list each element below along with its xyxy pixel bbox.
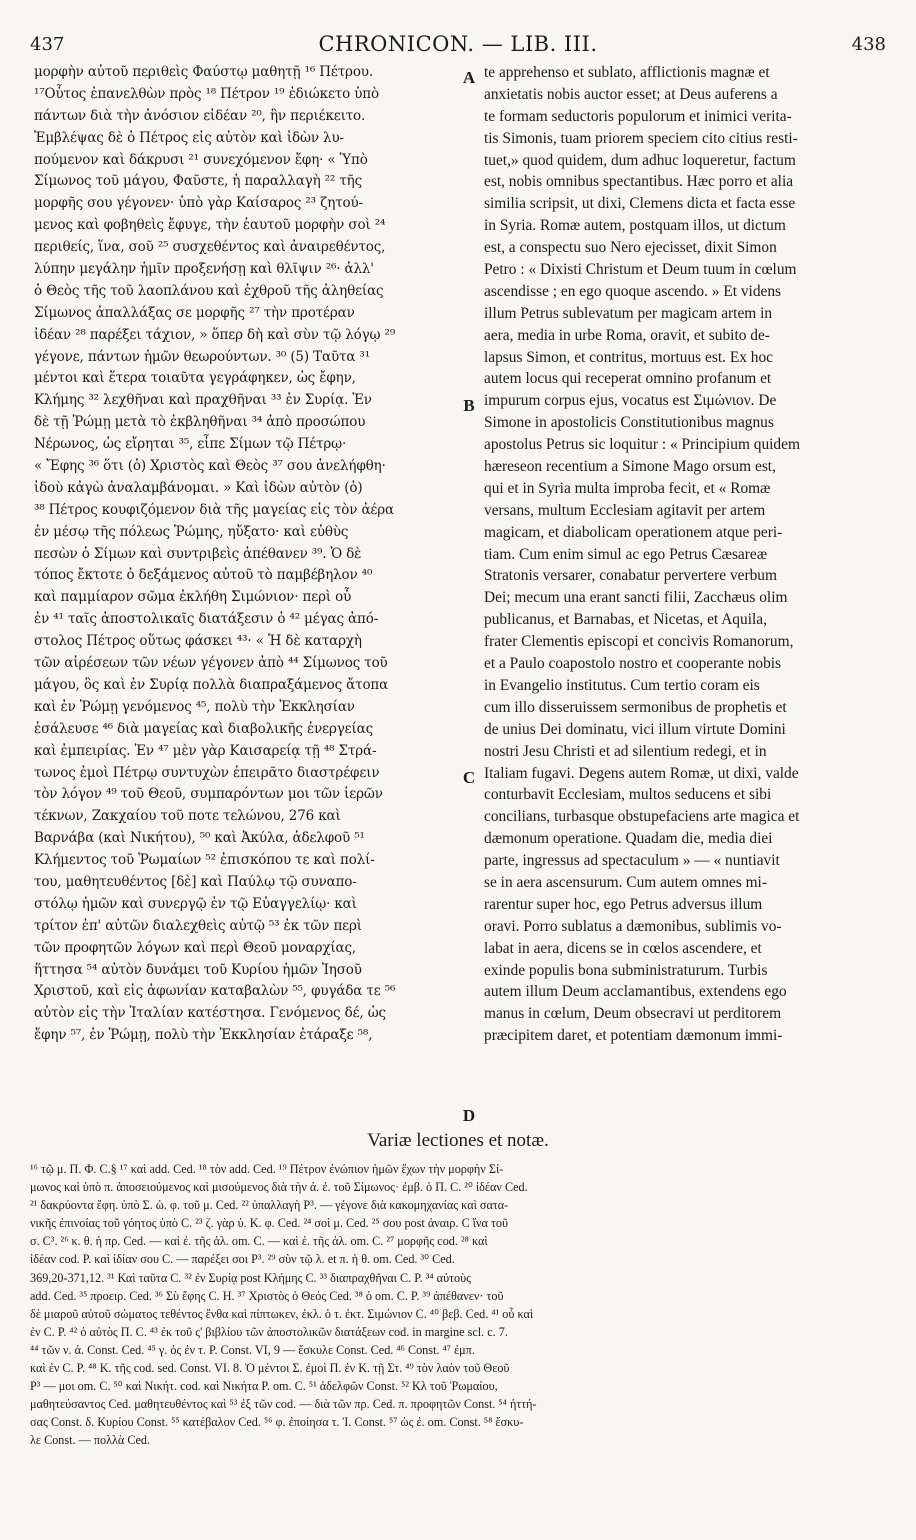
greek-text-line: « Ἔφης ³⁶ ὅτι (ὁ) Χριστὸς καὶ Θεὸς ³⁷ σου ἀνελήφθη· bbox=[34, 458, 386, 475]
greek-text-line: Χριστοῦ, καὶ εἰς ἀφωνίαν καταβαλὼν ⁵⁵, φυγάδα τε ⁵⁶ bbox=[34, 983, 396, 1000]
latin-text-line: anxietatis nobis auctor esset; at Deus auferens a bbox=[484, 85, 778, 103]
latin-text-line: frater Clementis episcopi et concivis Romanorum, bbox=[484, 633, 794, 651]
variant-readings-notes bbox=[30, 1160, 888, 1500]
greek-text-line: ἔφην ⁵⁷, ἐν Ῥώμῃ, πολὺ τὴν Ἐκκλησίαν ἐτάραξε ⁵⁸, bbox=[34, 1027, 373, 1044]
note-line: σας Const. δ. Κυρίου Const. ⁵⁵ κατέβαλον Ced. ⁵⁶ φ. ἐποίησα τ. Ἰ. Const. ⁵⁷ ὡς ἐ. om. Const. ⁵⁸ ἔσκυ- bbox=[30, 1415, 524, 1430]
latin-text-line: qui et in Syria multa improba fecit, et « Romæ bbox=[484, 479, 771, 497]
greek-text-line: ἰδέαν ²⁸ παρέξει τάχιον, » ὅπερ δὴ καὶ σὺν τῷ λόγῳ ²⁹ bbox=[34, 326, 396, 343]
greek-text-line: ἐν μέσῳ τῆς πόλεως Ῥώμης, ηὔξατο· καὶ εὐθὺς bbox=[34, 523, 349, 540]
page-header bbox=[30, 32, 886, 58]
note-line: ²¹ δακρύοντα ἔφη. ὑπὸ Σ. ὡ. φ. τοῦ μ. Ced. ²² ὑπαλλαγὴ P³. — γέγονε διὰ κακομηχανίας καὶ σατα- bbox=[30, 1198, 509, 1213]
greek-text-line: αὐτὸν εἰς τὴν Ἰταλίαν κατέστησα. Γενόμενος δέ, ὡς bbox=[34, 1005, 386, 1022]
greek-text-line: τωνος ἐμοὶ Πέτρῳ συντυχὼν ἐπειρᾶτο διαστρέφειν bbox=[34, 764, 380, 781]
latin-text-line: te apprehenso et sublato, afflictionis magnæ et bbox=[484, 64, 770, 81]
latin-column bbox=[484, 62, 884, 1132]
note-line: σ. C³. ²⁶ κ. θ. ἡ πρ. Ced. — καὶ ἐ. τῆς ἀλ. om. C. — καὶ ἐ. τῆς ἀλ. om. C. ²⁷ μορφῆς cod. ²⁸ καὶ bbox=[30, 1234, 488, 1249]
latin-text-line: dæmonum operatione. Quadam die, media diei bbox=[484, 830, 773, 848]
notes-heading: Variæ lectiones et notæ. bbox=[367, 1130, 549, 1151]
note-line: καὶ ἐν C. P. ⁴⁸ K. τῆς cod. sed. Const. VI. 8. Ὁ μέντοι Σ. ἐμοὶ Π. ἐν K. τῇ Στ. ⁴⁹ τὸν λαὸν τοῦ Θεοῦ bbox=[30, 1361, 510, 1376]
greek-text-line: τέκνων, Ζακχαίου τοῦ ποτε τελώνου, 276 καὶ bbox=[34, 808, 341, 825]
note-line: add. Ced. ³⁵ προειρ. Ced. ³⁶ Σὺ ἔφης C. H. ³⁷ Χριστὸς ὁ Θεός Ced. ³⁸ ὁ om. C. P. ³⁹ ἀπέθανεν· τοῦ bbox=[30, 1288, 504, 1303]
latin-text-line: rarentur super hoc, ego Petrus adversus illum bbox=[484, 895, 763, 913]
note-line: ¹⁶ τῷ μ. Π. Φ. C.§ ¹⁷ καὶ add. Ced. ¹⁸ τὸν add. Ced. ¹⁹ Πέτρον ἐνώπιον ἡμῶν ἔχων τὴν μορφὴν Σί- bbox=[30, 1162, 504, 1176]
greek-text-line: πούμενον καὶ δάκρυσι ²¹ συνεχόμενον ἔφη· « Ὑπὸ bbox=[34, 151, 368, 168]
greek-text-line: στολος Πέτρος οὕτως φάσκει ⁴³· « Ἡ δὲ καταρχὴ bbox=[34, 633, 362, 650]
greek-text-line: ¹⁷Οὗτος ἐπανελθὼν πρὸς ¹⁸ Πέτρον ¹⁹ ἐδιώκετο ὑπὸ bbox=[34, 85, 379, 102]
greek-text-line: ἥττησα ⁵⁴ αὐτὸν δυνάμει τοῦ Κυρίου ἡμῶν Ἰησοῦ bbox=[34, 961, 362, 978]
note-line: 369,20-371,12. ³¹ Καὶ ταῦτα C. ³² ἐν Συρίᾳ post Κλήμης C. ³³ διαπραχθῆναι C. P. ³⁴ αὐτοὺς bbox=[30, 1270, 471, 1285]
latin-text-line: concilians, turbasque obstupefaciens arte magica et bbox=[484, 808, 800, 826]
latin-text-line: apostolus Petrus sic loquitur : « Principium quidem bbox=[484, 436, 800, 454]
latin-text-line: exinde populis bona subministraturum. Turbis bbox=[484, 961, 768, 979]
greek-text-line: τρίτον ἐπ' αὐτῶν διαλεχθεὶς αὐτῷ ⁵³ ἐκ τῶν περὶ bbox=[34, 917, 362, 934]
latin-text-line: se in aera ascensurum. Cum autem omnes mi- bbox=[484, 873, 767, 891]
note-line: λε Const. — πολλὰ Ced. bbox=[30, 1433, 151, 1448]
greek-text-line: ἐσάλευσε ⁴⁶ διὰ μαγείας καὶ διαβολικῆς ἐνεργείας bbox=[34, 720, 374, 737]
greek-text-line: μορφὴν αὐτοῦ περιθεὶς Φαύστῳ μαθητῇ ¹⁶ Πέτρου. bbox=[34, 64, 373, 80]
greek-column bbox=[34, 62, 454, 1132]
column-marker-b: B bbox=[463, 396, 475, 415]
latin-text-line: conturbavit Ecclesiam, multos seducens et sibi bbox=[484, 786, 772, 804]
greek-text-line: τῶν αἱρέσεων τῶν νέων γέγονεν ἀπὸ ⁴⁴ Σίμωνος τοῦ bbox=[34, 655, 388, 672]
latin-text-line: versans, multum Ecclesiam agitavit per artem bbox=[484, 501, 766, 519]
latin-text-line: autem locus qui receperat omnino profanum et bbox=[484, 370, 772, 388]
greek-text-line: Βαρνάβα (καὶ Νικήτου), ⁵⁰ καὶ Ἀκύλα, ἀδελφοῦ ⁵¹ bbox=[34, 830, 365, 847]
note-line: μωνος καὶ ὑπὸ π. ἀποσειούμενος καὶ μισούμενος διὰ τὴν ἀ. ἐ. τοῦ Σίμωνος· ἐμβ. ὁ Π. C. ²⁰ ἰδέαν Ced. bbox=[30, 1180, 528, 1195]
greek-text-line: Σίμωνος τοῦ μάγου, Φαῦστε, ἡ παραλλαγὴ ²² τῆς bbox=[34, 173, 363, 190]
greek-text-line: λύπην μεγάλην ἡμῖν προξενήσῃ καὶ θλῖψιν ²⁶· ἀλλ' bbox=[34, 261, 374, 278]
latin-text-line: labat in aera, dicens se in cœlos ascendere, et bbox=[484, 939, 762, 957]
greek-text-line: γέγονε, πάντων ἡμῶν θεωρούντων. ³⁰ (5) Ταῦτα ³¹ bbox=[34, 348, 370, 365]
note-line: ⁴⁴ τῶν ν. ἀ. Const. Ced. ⁴⁵ γ. ὁς ἐν τ. P. Const. VI, 9 — ἔσκυλε Const. Ced. ⁴⁶ Const. ⁴⁷ ἐμπ. bbox=[30, 1342, 475, 1357]
note-line: μαθητεύσαντος Ced. μαθητευθέντος καὶ ⁵³ ἐξ τῶν cod. — διὰ τῶν πρ. Ced. π. προφητῶν Const. ⁵⁴ ἡττή- bbox=[30, 1397, 537, 1412]
latin-text-line: impurum corpus ejus, vocatus est Σιμώνιον. De bbox=[484, 392, 777, 410]
greek-text-line: Νέρωνος, ὡς εἴρηται ³⁵, εἶπε Σίμων τῷ Πέτρῳ· bbox=[34, 436, 347, 453]
latin-text-line: et a Paulo coapostolo nostro et cooperante nobis bbox=[484, 655, 782, 673]
greek-text-line: του, μαθητευθέντος [δὲ] καὶ Παύλῳ τῷ συναπο- bbox=[34, 873, 357, 890]
latin-text-line: aera, media in urbe Roma, oravit, et subito de- bbox=[484, 326, 770, 344]
page-number-left: 437 bbox=[30, 34, 65, 55]
greek-text-line: τόπος ἔκτοτε ὁ δεξάμενος αὐτοῦ τὸ παμβέβηλον ⁴⁰ bbox=[34, 567, 373, 584]
latin-text-line: Italiam fugavi. Degens autem Romæ, ut dixi, valde bbox=[484, 764, 799, 782]
greek-text-line: πάντων διὰ τὴν ἀνόσιον εἰδέαν ²⁰, ἣν περιέκειτο. bbox=[34, 107, 366, 124]
note-line: ἐν C. P. ⁴² ὁ αὐτὸς Π. C. ⁴³ ἐκ τοῦ ς' βιβλίου τῶν ἀποστολικῶν διατάξεων cod. in margine scl. c. 7. bbox=[30, 1324, 508, 1339]
greek-text-line: μενος καὶ φοβηθεὶς ἔφυγε, τὴν ἑαυτοῦ μορφὴν σοὶ ²⁴ bbox=[34, 217, 386, 234]
latin-text-line: Simone in apostolicis Constitutionibus magnus bbox=[484, 414, 774, 432]
running-title: CHRONICON. — LIB. III. bbox=[318, 32, 598, 56]
latin-text-line: in Syria. Romæ autem, postquam illos, ut dictum bbox=[484, 217, 786, 235]
note-line: νικῆς ἐπινοίας τοῦ γόητος ὑπὸ C. ²³ ζ. γὰρ ὑ. K. φ. Ced. ²⁴ σοὶ μ. Ced. ²⁵ σου post ἀναιρ. C ἵνα τοῦ bbox=[30, 1216, 508, 1231]
greek-text-line: μάγου, ὃς καὶ ἐν Συρίᾳ πολλὰ διαπραξάμενος ἄτοπα bbox=[34, 676, 389, 693]
greek-text-line: καὶ παμμίαρον σῶμα ἐκλήθη Σιμώνιον· περὶ οὗ bbox=[34, 589, 352, 606]
latin-text-line: est, a conspectu suo Nero ejecisset, dixit Simon bbox=[484, 239, 777, 257]
greek-text-line: ὁ Θεὸς τῆς τοῦ λαοπλάνου καὶ ἐχθροῦ τῆς ἀληθείας bbox=[34, 282, 384, 299]
greek-text-line: καὶ ἐμπειρίας. Ἐν ⁴⁷ μὲν γὰρ Καισαρείᾳ τῇ ⁴⁸ Στρά- bbox=[34, 742, 377, 759]
column-marker-d: D bbox=[462, 1106, 476, 1125]
greek-text-line: Κλήμης ³² λεχθῆναι καὶ πραχθῆναι ³³ ἐν Συρίᾳ. Ἐν bbox=[34, 392, 372, 409]
column-marker-c: C bbox=[462, 768, 476, 787]
greek-text-line: μέντοι καὶ ἕτερα τοιαῦτα γεγράφηκεν, ὡς ἔφην, bbox=[34, 370, 356, 387]
latin-text-line: parte, ingressus ad spectaculum » — « nuntiavit bbox=[484, 852, 780, 870]
greek-text-line: ³⁸ Πέτρος κουφιζόμενον διὰ τῆς μαγείας εἰς τὸν ἀέρα bbox=[34, 501, 395, 518]
latin-text-line: illum Petrus sublevatum per magicam artem in bbox=[484, 304, 773, 322]
greek-text-line: περιθείς, ἵνα, σοῦ ²⁵ συσχεθέντος καὶ ἀναιρεθέντος, bbox=[34, 239, 386, 256]
greek-text-line: δὲ τῇ Ῥώμῃ μετὰ τὸ ἐκβληθῆναι ³⁴ ἀπὸ προσώπου bbox=[34, 414, 366, 431]
latin-text-line: est, nobis omnibus spectantibus. Hæc porro et alia bbox=[484, 173, 794, 191]
latin-text-line: similia scripsit, ut dixi, Clemens dicta et facta esse bbox=[484, 195, 796, 213]
greek-text-line: πεσὼν ὁ Σίμων καὶ συντριβεὶς ἀπέθανεν ³⁹. Ὁ δὲ bbox=[34, 545, 362, 562]
latin-text-line: nostri Jesu Christi et ad silentium redegi, et in bbox=[484, 742, 767, 760]
latin-text-line: autem illum Deum acclamantibus, extendens ego bbox=[484, 983, 787, 1001]
note-line: δὲ μιαροῦ αὐτοῦ σώματος τεθέντος ἔνθα καὶ πίπτωκεν, ἐκλ. ὁ τ. ἐκτ. Σιμώνιον C. ⁴⁰ βεβ. Ced. ⁴¹ οὗ καὶ bbox=[30, 1306, 534, 1321]
latin-text-line: hæreseon recentium a Simone Mago orsum est, bbox=[484, 458, 776, 476]
greek-text-line: τὸν λόγον ⁴⁹ τοῦ Θεοῦ, συμπαρόντων μοι τῶν ἱερῶν bbox=[34, 786, 383, 803]
latin-text-line: tiam. Cum enim simul ac ego Petrus Cæsareæ bbox=[484, 545, 767, 563]
latin-text-line: te formam seductoris populorum et inimici verita- bbox=[484, 107, 792, 125]
greek-text-line: στόλῳ ἡμῶν καὶ συνεργῷ ἐν τῷ Εὐαγγελίῳ· καὶ bbox=[34, 895, 357, 912]
latin-text-line: Petro : « Dixisti Christum et Deum tuum in cœlum bbox=[484, 261, 797, 279]
greek-text-line: τῶν προφητῶν λόγων καὶ περὶ Θεοῦ μοναρχίας, bbox=[34, 939, 357, 956]
latin-text-line: lapsus Simon, et contritus, mortuus est. Ex hoc bbox=[484, 348, 773, 366]
page-number-right: 438 bbox=[851, 34, 886, 55]
latin-text-line: Dei; mecum una erant sancti filii, Zacchæus olim bbox=[484, 589, 788, 607]
note-line: ἰδέαν cod. P. καὶ ἰδίαν σου C. — παρέξει σοι P³. ²⁹ σὺν τῷ λ. et π. ἡ θ. om. Ced. ³⁰ Ced. bbox=[30, 1252, 455, 1267]
latin-text-line: de unius Dei dominatu, vici illum virtute Domini bbox=[484, 720, 786, 738]
latin-text-line: Stratonis versarer, conabatur pervertere verbum bbox=[484, 567, 777, 585]
greek-text-line: ἐν ⁴¹ ταῖς ἀποστολικαῖς διατάξεσιν ὁ ⁴² μέγας ἀπό- bbox=[34, 611, 379, 628]
greek-text-line: ἰδοὺ κἀγὼ ἀναλαμβάνομαι. » Καὶ ἰδὼν αὐτὸν (ὁ) bbox=[34, 479, 363, 496]
latin-text-line: præcipitem daret, et potentiam dæmonum immi- bbox=[484, 1027, 783, 1045]
latin-text-line: tuet,» quod quidem, dum adhuc loqueretur, factum bbox=[484, 151, 796, 169]
column-marker-a: A bbox=[462, 68, 476, 87]
latin-text-line: ascendisse ; en ego quoque ascendo. » Et videns bbox=[484, 282, 782, 300]
latin-text-line: cum illo disseruissem sermonibus de prophetis et bbox=[484, 698, 787, 716]
latin-text-line: magicam, et diabolicam operationem atque peri- bbox=[484, 523, 783, 541]
greek-text-line: Κλήμεντος τοῦ Ῥωμαίων ⁵² ἐπισκόπου τε καὶ πολί- bbox=[34, 852, 375, 869]
latin-text-line: publicanus, et Barnabas, et Nicetas, et Aquila, bbox=[484, 611, 767, 629]
latin-text-line: oravi. Porro sublatus a dæmonibus, sublimis vo- bbox=[484, 917, 782, 935]
greek-text-line: καὶ ἐν Ῥώμῃ γενόμενος ⁴⁵, πολὺ τὴν Ἐκκλησίαν bbox=[34, 698, 355, 715]
greek-text-line: Σίμωνος ἀπαλλάξας σε μορφῆς ²⁷ τὴν προτέραν bbox=[34, 304, 355, 321]
greek-text-line: μορφῆς σου γέγονεν· ὑπὸ γὰρ Καίσαρος ²³ ζητού- bbox=[34, 195, 363, 212]
latin-text-line: in Evangelio institutus. Cum tertio coram eis bbox=[484, 676, 760, 694]
greek-text-line: Ἐμβλέψας δὲ ὁ Πέτρος εἰς αὐτὸν καὶ ἰδὼν λυ- bbox=[34, 129, 344, 146]
latin-text-line: tis Simonis, tuam priorem speciem cito citius resti- bbox=[484, 129, 798, 147]
latin-text-line: manus in cœlum, Deum obsecravi ut perditorem bbox=[484, 1005, 782, 1023]
note-line: P³ — μοι om. C. ⁵⁰ καὶ Νικήτ. cod. καὶ Νικήτα P. om. C. ⁵¹ ἀδελφῶν Const. ⁵² Κλ τοῦ Ῥωμαίου, bbox=[30, 1379, 498, 1394]
